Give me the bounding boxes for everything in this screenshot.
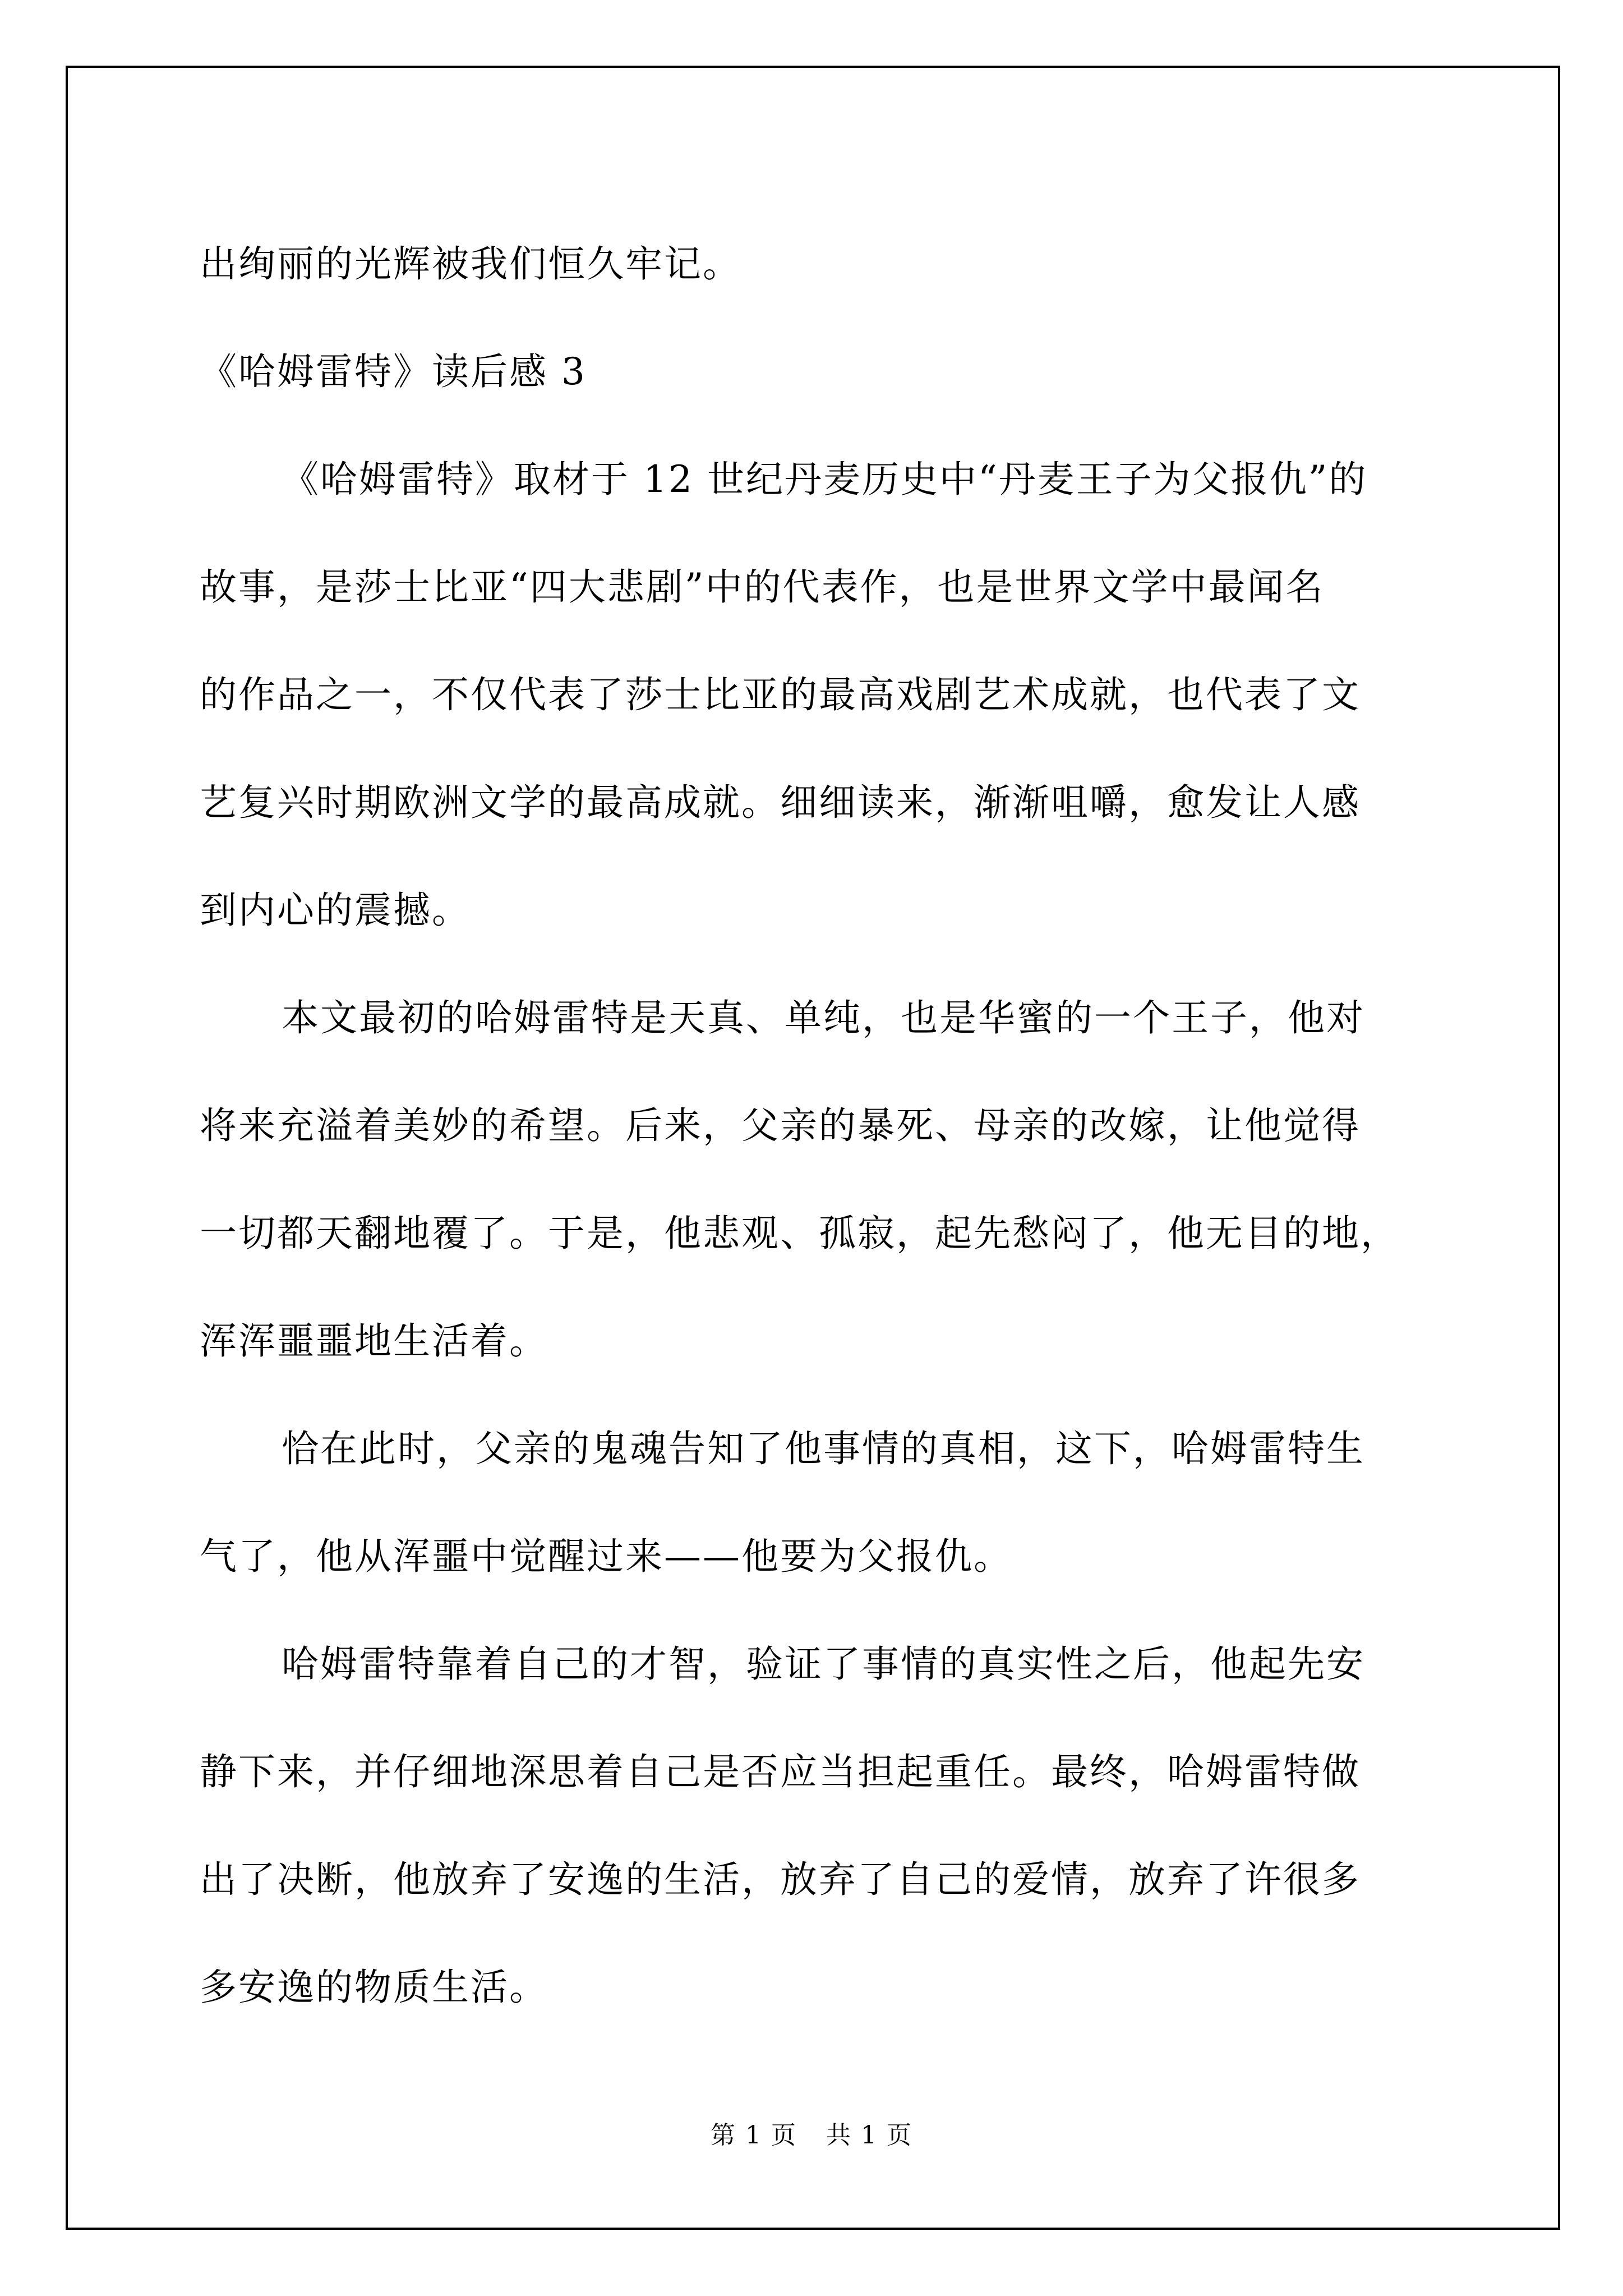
text-line: 浑浑噩噩地生活着。 — [200, 1319, 548, 1363]
text-line: 出绚丽的光辉被我们恒久牢记。 — [200, 242, 741, 286]
text-line: 一切都天翻地覆了。于是，他悲观、孤寂，起先愁闷了，他无目的地， — [200, 1212, 1399, 1255]
page-footer — [0, 2119, 1623, 2152]
document-body — [200, 210, 1450, 2041]
text-line: 《哈姆雷特》取材于 12 世纪丹麦历史中“丹麦王子为父报仇”的 — [282, 458, 1368, 501]
text-line: 到内心的震撼。 — [200, 889, 471, 932]
page-total: 共 1 页 — [826, 2121, 912, 2150]
text-line: 恰在此时，父亲的鬼魂告知了他事情的真相，这下，哈姆雷特生 — [282, 1427, 1365, 1470]
page-number: 第 1 页 — [711, 2121, 797, 2150]
text-line: 故事，是莎士比亚“四大悲剧”中的代表作，也是世界文学中最闻名 — [200, 565, 1325, 609]
text-line: 静下来，并仔细地深思着自己是否应当担起重任。最终，哈姆雷特做 — [200, 1750, 1361, 1793]
text-line: 艺复兴时期欧洲文学的最高成就。细细读来，渐渐咀嚼，愈发让人感 — [200, 781, 1361, 824]
section-heading: 《哈姆雷特》读后感 3 — [200, 350, 587, 393]
text-line: 哈姆雷特靠着自己的才智，验证了事情的真实性之后，他起先安 — [282, 1642, 1365, 1686]
text-line: 本文最初的哈姆雷特是天真、单纯，也是华蜜的一个王子，他对 — [282, 996, 1365, 1039]
text-line: 将来充溢着美妙的希望。后来，父亲的暴死、母亲的改嫁，让他觉得 — [200, 1104, 1361, 1147]
text-line: 多安逸的物质生活。 — [200, 1966, 548, 2009]
text-line: 气了，他从浑噩中觉醒过来——他要为父报仇。 — [200, 1535, 1012, 1578]
text-line: 出了决断，他放弃了安逸的生活，放弃了自己的爱情，放弃了许很多 — [200, 1858, 1361, 1901]
text-line: 的作品之一，不仅代表了莎士比亚的最高戏剧艺术成就，也代表了文 — [200, 673, 1361, 716]
